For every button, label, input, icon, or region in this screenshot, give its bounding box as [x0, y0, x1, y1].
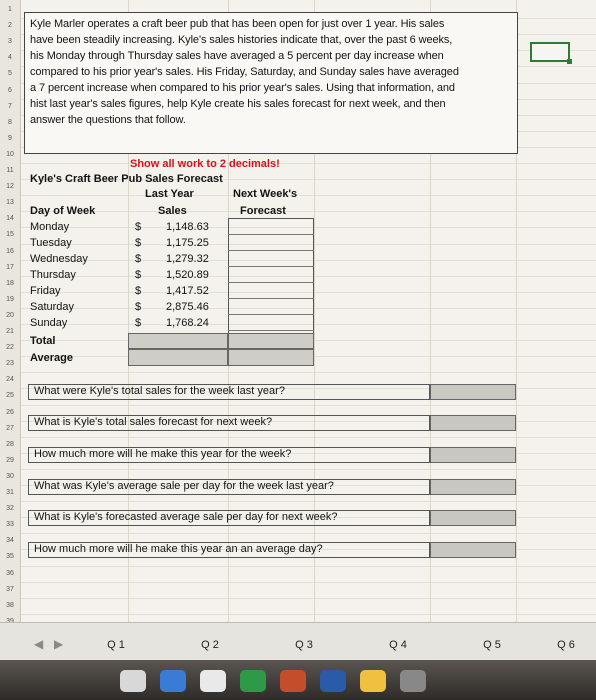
answer-cell-q1[interactable]: [430, 384, 516, 400]
row-number[interactable]: 26: [6, 408, 14, 416]
average-forecast-cell[interactable]: [228, 349, 314, 366]
answer-cell-q5[interactable]: [430, 510, 516, 526]
row-number[interactable]: 20: [6, 311, 14, 319]
grid-line: [20, 566, 596, 567]
sheet-tab-q2[interactable]: Q 2: [201, 639, 219, 651]
row-number[interactable]: 11: [6, 167, 14, 174]
sheet-tab-q1[interactable]: Q 1: [107, 639, 125, 651]
row-number[interactable]: 37: [6, 585, 14, 593]
day-cell[interactable]: Wednesday: [30, 253, 88, 265]
row-number[interactable]: 35: [6, 553, 14, 561]
selected-cell[interactable]: [530, 42, 570, 62]
cell-border: [228, 234, 314, 235]
cell-border: [228, 266, 314, 267]
sheet-tab-q5[interactable]: Q 5: [483, 639, 501, 651]
grid-line: [20, 582, 596, 583]
row-number[interactable]: 31: [6, 489, 14, 496]
problem-line-5: a 7 percent increase when compared to his prior year's sales. Using that information, and: [30, 82, 455, 94]
question-1: What were Kyle's total sales for the week last year?: [34, 385, 285, 397]
word-icon[interactable]: [320, 670, 346, 692]
currency-symbol: $: [135, 221, 142, 233]
row-number[interactable]: 22: [6, 344, 14, 352]
powerpoint-icon[interactable]: [280, 670, 306, 692]
settings-icon[interactable]: [400, 670, 426, 692]
grid-line: [20, 163, 596, 164]
average-last-year-cell[interactable]: [128, 349, 228, 366]
currency-symbol: $: [135, 253, 142, 265]
total-last-year-cell[interactable]: [128, 333, 228, 349]
row-number[interactable]: 2: [8, 22, 12, 30]
row-number[interactable]: 6: [8, 86, 12, 94]
grid-line: [20, 533, 596, 534]
row-number[interactable]: 33: [6, 521, 14, 529]
sales-value-cell[interactable]: 1,279.32: [166, 253, 209, 265]
row-number[interactable]: 12: [6, 183, 14, 191]
day-cell[interactable]: Thursday: [30, 269, 76, 281]
row-number[interactable]: 29: [6, 456, 14, 464]
sheet-tab-q3[interactable]: Q 3: [295, 639, 313, 651]
question-6: How much more will he make this year an an average day?: [34, 543, 323, 555]
grid-line: [20, 469, 596, 470]
row-number[interactable]: 19: [6, 295, 14, 303]
excel-icon[interactable]: [240, 670, 266, 692]
sales-value-cell[interactable]: 1,520.89: [166, 269, 209, 281]
problem-line-1: Kyle Marler operates a craft beer pub that has been open for just over 1 year. His sales: [30, 18, 445, 30]
grid-line: [20, 437, 596, 438]
grid-line: [20, 598, 596, 599]
problem-line-6: hist last year's sales figures, help Kyle create his sales forecast for next week, and then: [30, 98, 446, 110]
average-label: Average: [30, 352, 74, 364]
problem-line-4: compared to his prior year's sales. His Friday, Saturday, and Sunday sales have averaged: [30, 66, 459, 78]
row-number[interactable]: 24: [6, 376, 14, 384]
row-number[interactable]: 10: [6, 150, 14, 158]
cell-border: [228, 314, 314, 315]
scroll-left-icon[interactable]: ◀: [34, 637, 44, 651]
row-number[interactable]: 16: [6, 247, 14, 255]
row-number[interactable]: 9: [8, 134, 12, 142]
cell-border: [228, 282, 314, 283]
day-cell[interactable]: Friday: [30, 285, 61, 297]
answer-cell-q6[interactable]: [430, 542, 516, 558]
problem-line-7: answer the questions that follow.: [30, 114, 186, 126]
grid-line: [20, 195, 596, 196]
row-number[interactable]: 8: [8, 118, 12, 126]
row-number[interactable]: 4: [8, 54, 12, 62]
row-number[interactable]: 13: [6, 199, 14, 207]
row-number[interactable]: 7: [8, 102, 12, 110]
day-cell[interactable]: Tuesday: [30, 237, 72, 249]
cell-border: [228, 250, 314, 251]
row-number[interactable]: 3: [8, 38, 12, 46]
row-number[interactable]: 21: [6, 328, 14, 335]
currency-symbol: $: [135, 285, 142, 297]
row-number[interactable]: 23: [6, 360, 14, 368]
grid-line: [20, 501, 596, 502]
header-next-weeks: Next Week's: [233, 188, 298, 200]
grid-line: [20, 211, 596, 212]
row-number[interactable]: 14: [6, 215, 14, 223]
app-dock: [0, 660, 596, 700]
row-number[interactable]: 36: [6, 569, 14, 577]
row-number[interactable]: 32: [6, 505, 14, 513]
cell-border: [228, 298, 314, 299]
day-cell[interactable]: Saturday: [30, 301, 75, 313]
row-number[interactable]: 34: [6, 537, 14, 545]
total-label: Total: [30, 335, 56, 347]
header-sales: Sales: [158, 205, 187, 217]
table-title: Kyle's Craft Beer Pub Sales Forecast: [30, 173, 223, 185]
question-5: What is Kyle's forecasted average sale per day for next week?: [34, 511, 338, 523]
answer-cell-q3[interactable]: [430, 447, 516, 463]
safari-icon[interactable]: [160, 670, 186, 692]
sales-value-cell[interactable]: 1,768.24: [166, 317, 209, 329]
header-day-of-week: Day of Week: [30, 205, 96, 217]
row-number[interactable]: 17: [6, 263, 14, 271]
currency-symbol: $: [135, 301, 142, 313]
question-4: What was Kyle's average sale per day for the week last year?: [34, 480, 334, 492]
total-forecast-cell[interactable]: [228, 333, 314, 349]
row-number[interactable]: 38: [6, 601, 14, 609]
sales-value-cell[interactable]: 2,875.46: [166, 301, 209, 313]
header-last-year: Last Year: [145, 188, 194, 200]
row-number[interactable]: 15: [6, 231, 14, 239]
row-number[interactable]: 18: [6, 279, 14, 287]
instruction-text: Show all work to 2 decimals!: [130, 158, 280, 170]
row-number[interactable]: 27: [6, 424, 14, 432]
row-number[interactable]: 5: [8, 70, 12, 78]
sheet-tab-q6[interactable]: Q 6: [557, 639, 575, 651]
question-2: What is Kyle's total sales forecast for next week?: [34, 416, 273, 428]
notes-icon[interactable]: [360, 670, 386, 692]
currency-symbol: $: [135, 317, 142, 329]
question-3: How much more will he make this year for the week?: [34, 448, 292, 460]
row-number[interactable]: 25: [6, 392, 14, 400]
sales-value-cell[interactable]: 1,175.25: [166, 237, 209, 249]
sheet-tab-q4[interactable]: Q 4: [389, 639, 407, 651]
problem-line-3: his Monday through Thursday sales have averaged a 5 percent per day increase when: [30, 50, 444, 62]
row-number[interactable]: 30: [6, 472, 14, 480]
grid-line: [20, 405, 596, 406]
sheet-tab-bar: [0, 622, 596, 660]
answer-cell-q2[interactable]: [430, 415, 516, 431]
row-number[interactable]: 1: [8, 6, 12, 13]
scroll-right-icon[interactable]: ▶: [54, 637, 64, 651]
day-cell[interactable]: Monday: [30, 221, 70, 233]
mail-icon[interactable]: [200, 670, 226, 692]
finder-icon[interactable]: [120, 670, 146, 692]
answer-cell-q4[interactable]: [430, 479, 516, 495]
day-cell[interactable]: Sunday: [30, 317, 68, 329]
cell-border: [228, 330, 314, 331]
sales-value-cell[interactable]: 1,417.52: [166, 285, 209, 297]
currency-symbol: $: [135, 237, 142, 249]
grid-line: [20, 614, 596, 615]
grid-line: [20, 372, 596, 373]
row-number-gutter: [0, 0, 21, 622]
problem-line-2: have been steadily increasing. Kyle's sales histories indicate that, over the past 6 weeks,: [30, 34, 453, 46]
row-number[interactable]: 28: [6, 440, 14, 448]
currency-symbol: $: [135, 269, 142, 281]
sales-value-cell[interactable]: 1,148.63: [166, 221, 209, 233]
header-forecast: Forecast: [240, 205, 286, 217]
